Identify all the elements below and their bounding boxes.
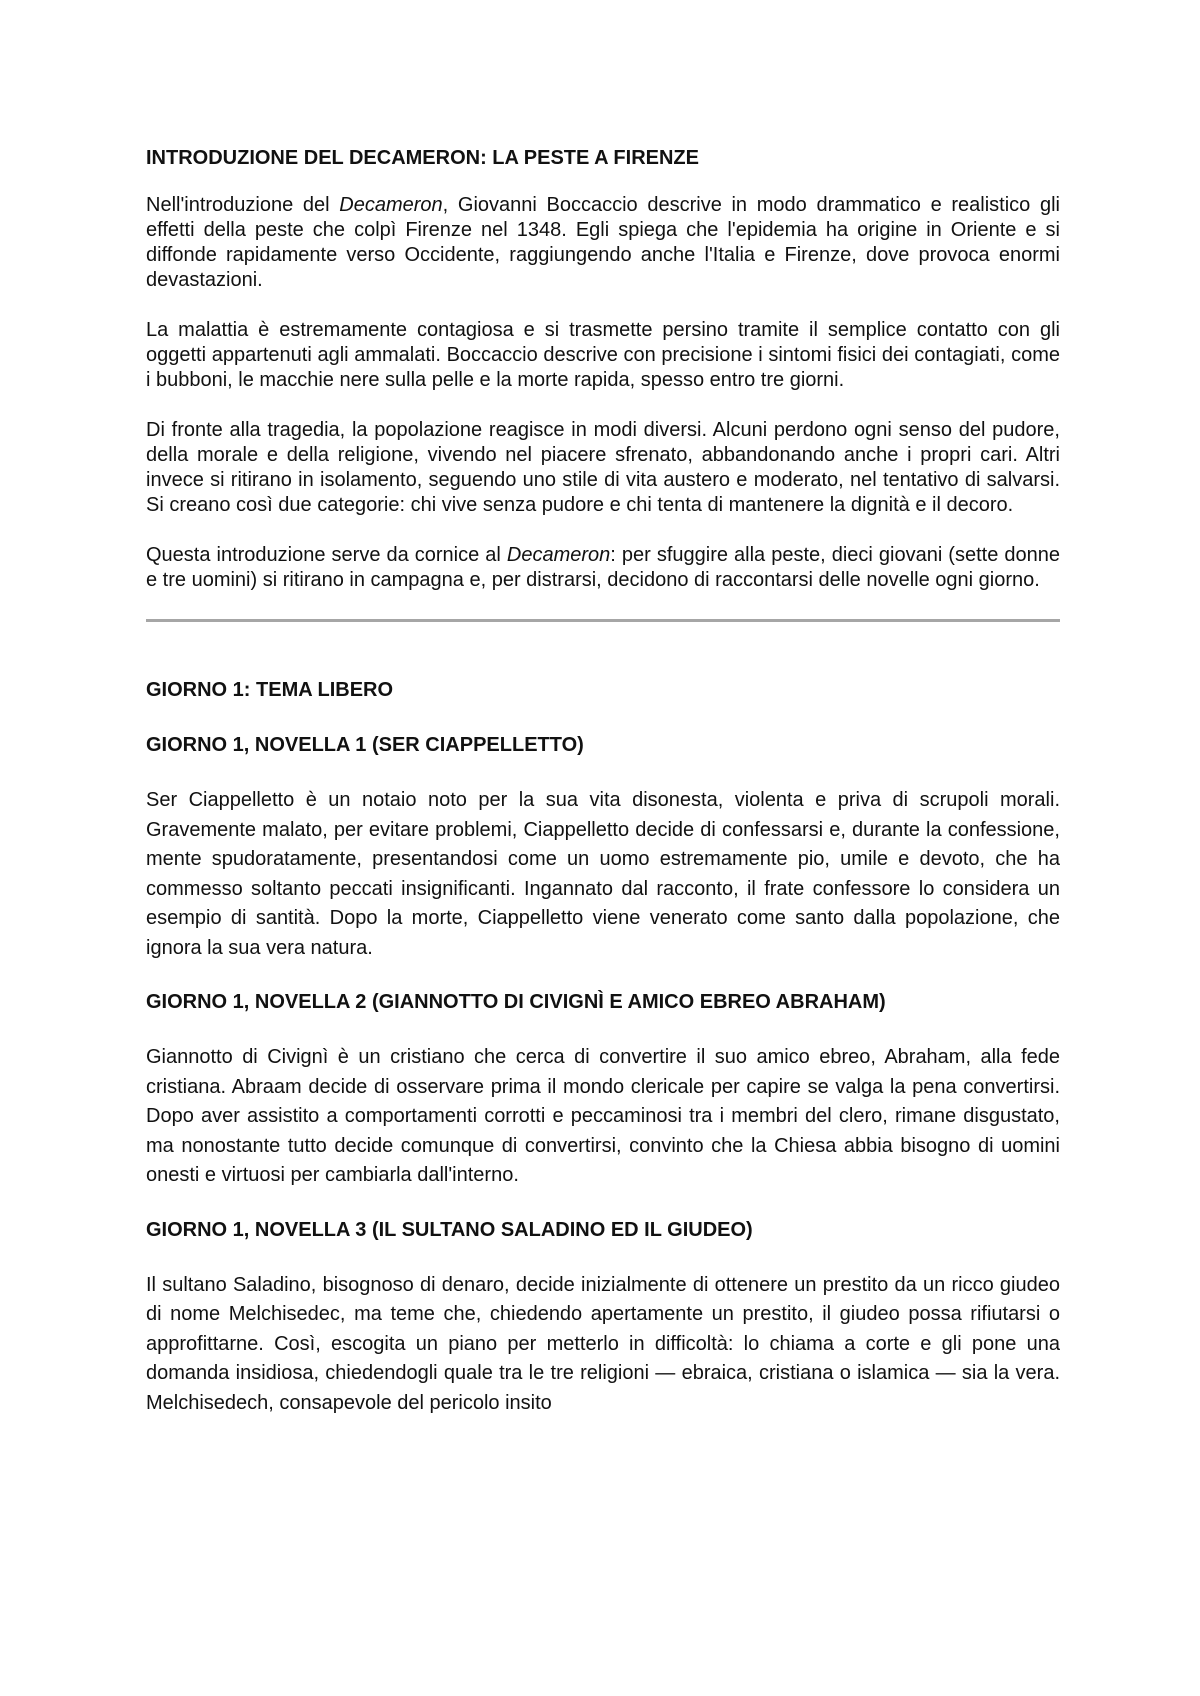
intro-paragraph-4-start: Questa introduzione serve da cornice al (146, 544, 507, 566)
day-heading: GIORNO 1: TEMA LIBERO (146, 679, 394, 701)
novella-text: Il sultano Saladino, bisognoso di denaro, decide inizialmente di ottenere un prestito da un ricco giudeo di nome Melchisedec, ma teme che, chiedendo apertamente un prestito, il giudeo possa rifiutarsi o approfittarne. Così, escogita un piano per metterlo in difficoltà: lo chiama a corte e gli pone una domanda insidiosa, chiedendogli quale tra le tre religioni — ebraica, cristiana o islamica — sia la vera. Melchisedech, consapevole del pericolo insito (146, 1273, 1060, 1414)
intro-title: INTRODUZIONE DEL DECAMERON: LA PESTE A FIRENZE (146, 147, 699, 169)
intro-paragraph-2: La malattia è estremamente contagiosa e si trasmette persino tramite il semplice contatto con gli oggetti appartenuti agli ammalati. Boccaccio descrive con precisione i sintomi fisici dei contagiati, come i bubboni, le macchie nere sulla pelle e la morte rapida, spesso entro tre giorni. (146, 319, 1060, 391)
intro-paragraph-4-rest: : per sfuggire alla peste, dieci giovani (sette donne e tre uomini) si ritirano in campagna e, per distrarsi, decidono di raccontarsi delle novelle ogni giorno. (146, 544, 1060, 591)
decameron-italic: Decameron (339, 194, 443, 216)
novella-heading: GIORNO 1, NOVELLA 3 (IL SULTANO SALADINO ED IL GIUDEO) (146, 1218, 753, 1241)
novella-heading: GIORNO 1, NOVELLA 1 (SER CIAPPELLETTO) (146, 734, 584, 756)
section-spacer (146, 622, 1060, 677)
intro-paragraph-1 (146, 193, 1060, 293)
intro-paragraph-4 (146, 543, 1060, 593)
decameron-italic: Decameron (506, 544, 611, 566)
novella-heading: GIORNO 1, NOVELLA 2 (GIANNOTTO DI CIVIGNÌ E AMICO EBREO ABRAHAM) (146, 991, 886, 1013)
novella-text: Giannotto di Civignì è un cristiano che cerca di convertire il suo amico ebreo, Abraham, alla fede cristiana. Abraam decide di osservare prima il mondo clericale per capire se valga la pena convertirsi. Dopo aver assistito a comportamenti corrotti e peccaminosi tra i membri del clero, rimane disgustato, ma nonostante tutto decide comunque di convertirsi, convinto che la Chiesa abbia bisogno di uomini onesti e virtuosi per cambiarla dall'interno. (146, 1046, 1060, 1186)
intro-paragraph-3: Di fronte alla tragedia, la popolazione reagisce in modi diversi. Alcuni perdono ogni senso del pudore, della morale e della religione, vivendo nel piacere sfrenato, abbandonando anche i propri cari. Altri invece si ritirano in isolamento, seguendo uno stile di vita austero e moderato, nel tentativo di salvarsi. Si creano così due categorie: chi vive senza pudore e chi tenta di mantenere la dignità e il decoro. (146, 419, 1060, 516)
intro-paragraph-1-start: Nell'introduzione del (146, 194, 340, 216)
novella-text: Ser Ciappelletto è un notaio noto per la sua vita disonesta, violenta e priva di scrupoli morali. Gravemente malato, per evitare problemi, Ciappelletto decide di confessarsi e, durante la confessione, mente spudoratamente, presentandosi come un uomo estremamente pio, umile e devoto, che ha commesso soltanto peccati insignificanti. Ingannato dal racconto, il frate confessore lo considera un esempio di santità. Dopo la morte, Ciappelletto viene venerato come santo dalla popolazione, che ignora la sua vera natura. (146, 789, 1060, 959)
document-page (146, 145, 1060, 1444)
intro-paragraph-1-rest: , Giovanni Boccaccio descrive in modo drammatico e realistico gli effetti della peste che colpì Firenze nel 1348. Egli spiega che l'epidemia ha origine in Oriente e si diffonde rapidamente verso Occidente, raggiungendo anche l'Italia e Firenze, dove provoca enormi devastazioni. (146, 194, 1060, 291)
